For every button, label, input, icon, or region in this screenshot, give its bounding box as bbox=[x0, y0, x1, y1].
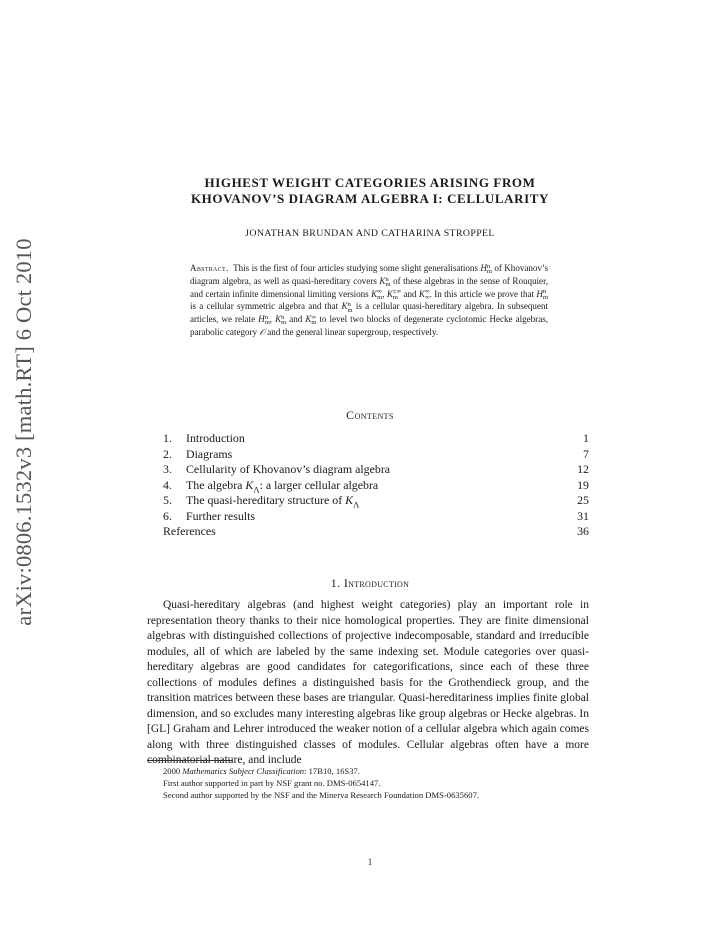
toc-entry bbox=[163, 509, 589, 525]
footnotes bbox=[163, 765, 593, 801]
footnote-first-author: First author supported in part by NSF grant no. DMS-0654147. bbox=[163, 778, 381, 788]
toc-entry-page: 12 bbox=[577, 462, 589, 476]
abstract-text: This is the first of four articles studying some slight generalisations H n m of Khovanov’s diagram algebra, as well as quasi-hereditary covers K n m of these algebras in the sense of Rouquier, and certain infinite dimensional limiting versions K ∞ m , K ±∞ m and K ∞ ∞ . In this article we prove that H n m is a cellular symmetric algebra and that K n m is a cellular quasi-hereditary algebra. In subsequent articles, we relate H n m , K n m and K ∞ m to level two blocks of degenerate cyclotomic Hecke algebras, parabolic category 𝒪 and the general linear supergroup, respectively. bbox=[190, 262, 548, 338]
toc-entry-title: 2. Diagrams bbox=[163, 446, 233, 461]
authors: JONATHAN BRUNDAN AND CATHARINA STROPPEL bbox=[245, 228, 495, 239]
toc-entry-title: 6. Further results bbox=[163, 508, 256, 523]
toc-entry-title: 3. Cellularity of Khovanov’s diagram algebra bbox=[163, 462, 391, 476]
arxiv-identifier: arXiv:0806.1532v3 [math.RT] 6 Oct 2010 bbox=[11, 238, 36, 626]
abstract bbox=[190, 262, 548, 339]
toc-entry-page: 25 bbox=[577, 493, 589, 507]
table-of-contents bbox=[163, 431, 589, 540]
toc-entry-page: 31 bbox=[577, 508, 589, 523]
footnote-msc: 2000 Mathematics Subject Classification: 17B10, 16S37. bbox=[163, 766, 360, 776]
section-heading: 1. Introduction bbox=[330, 576, 410, 590]
toc-entry bbox=[163, 524, 589, 540]
contents-heading: Contents bbox=[346, 408, 394, 422]
page-number: 1 bbox=[367, 857, 373, 867]
toc-entry bbox=[163, 462, 589, 478]
title-line-2: KHOVANOV’S DIAGRAM ALGEBRA I: CELLULARITY bbox=[190, 191, 550, 206]
toc-entry-title: 4. The algebra $K_\Lambda$: a larger cellular algebra bbox=[163, 477, 379, 494]
toc-entry bbox=[163, 478, 589, 494]
toc-entry bbox=[163, 431, 589, 447]
title-line-1: HIGHEST WEIGHT CATEGORIES ARISING FROM bbox=[204, 175, 536, 190]
toc-entry-title: 5. The quasi-hereditary structure of $K_\Lambda$ bbox=[163, 493, 360, 510]
toc-entry-page: 1 bbox=[583, 431, 589, 445]
toc-entry bbox=[163, 493, 589, 509]
toc-entry-page: 19 bbox=[577, 477, 589, 492]
toc-entry-page: 7 bbox=[583, 446, 589, 461]
footnote-rule bbox=[147, 760, 233, 761]
toc-entry-title: 1. Introduction bbox=[163, 431, 245, 445]
toc-entry-page: 36 bbox=[577, 524, 589, 538]
toc-entry-title: References bbox=[163, 524, 216, 538]
footnote-second-author: Second author supported by the NSF and the Minerva Research Foundation DMS-0635607. bbox=[163, 790, 480, 800]
introduction-text: Quasi-hereditary algebras (and highest weight categories) play an important role in representation theory thanks to their nice homological properties. They are finite dimensional algebras with distinguished collections of projective indecomposable, standard and irreducible modules, all of which are labeled by the same indexing set. Module categories over quasi-hereditary algebras are good candidates for categorifications, since each of these three collections of modules defines a distinguished basis for the Grothendieck group, and the transition matrices between these bases are triangular. Quasi-hereditariness implies finite global dimension, and so excludes many interesting algebras like group algebras or Hecke algebras. In [GL] Graham and Lehrer introduced the weaker notion of a cellular algebra which again comes along with three distinguished classes of modules. Cellular algebras often have a more combinatorial nature, and include bbox=[147, 599, 589, 766]
abstract-label: Abstract. bbox=[190, 263, 229, 273]
toc-entry bbox=[163, 447, 589, 463]
